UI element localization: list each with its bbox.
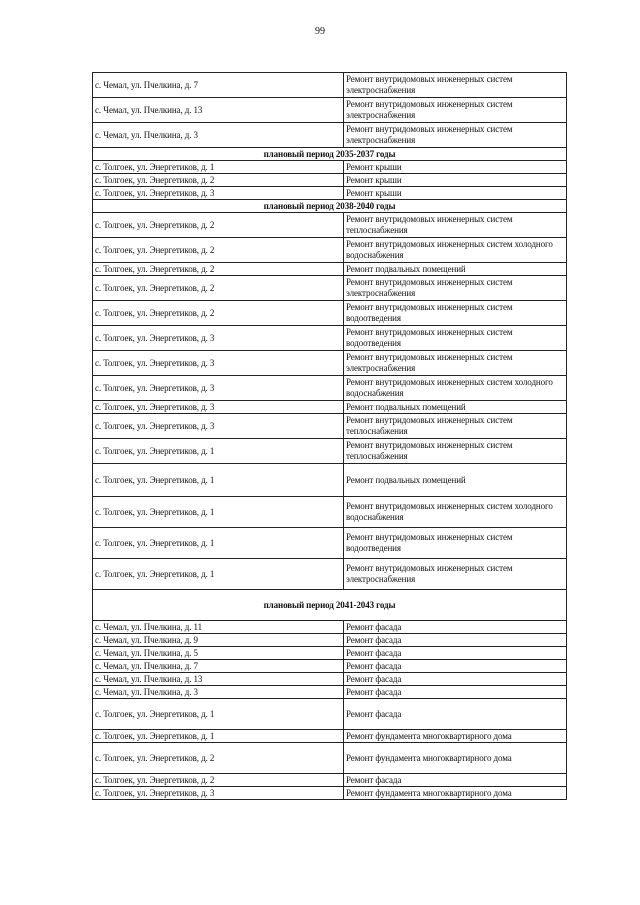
address-cell: с. Толгоек, ул. Энергетиков, д. 2 (93, 743, 344, 774)
address-cell: с. Чемал, ул. Пчелкина, д. 13 (93, 98, 344, 123)
table-row (93, 263, 567, 276)
work-type-cell: Ремонт внутридомовых инженерных систем водоотведения (344, 528, 567, 559)
table-row (93, 634, 567, 647)
work-type-cell: Ремонт внутридомовых инженерных систем электроснабжения (344, 73, 567, 98)
table-row (93, 497, 567, 528)
table-row (93, 660, 567, 673)
work-type-cell: Ремонт крыши (344, 174, 567, 187)
address-cell: с. Чемал, ул. Пчелкина, д. 13 (93, 673, 344, 686)
work-type-cell: Ремонт подвальных помещений (344, 263, 567, 276)
table-row (93, 326, 567, 351)
work-type-cell: Ремонт внутридомовых инженерных систем холодного водоснабжения (344, 238, 567, 263)
address-cell: с. Чемал, ул. Пчелкина, д. 3 (93, 123, 344, 148)
table-row (93, 647, 567, 660)
address-cell: с. Толгоек, ул. Энергетиков, д. 2 (93, 213, 344, 238)
address-cell: с. Толгоек, ул. Энергетиков, д. 1 (93, 528, 344, 559)
table-row (93, 401, 567, 414)
address-cell: с. Чемал, ул. Пчелкина, д. 11 (93, 621, 344, 634)
address-cell: с. Толгоек, ул. Энергетиков, д. 3 (93, 401, 344, 414)
table-row (93, 730, 567, 743)
work-type-cell: Ремонт внутридомовых инженерных систем электроснабжения (344, 276, 567, 301)
period-heading-row (93, 148, 567, 161)
work-type-cell: Ремонт фасада (344, 673, 567, 686)
work-type-cell: Ремонт внутридомовых инженерных систем электроснабжения (344, 351, 567, 376)
work-type-cell: Ремонт фундамента многоквартирного дома (344, 730, 567, 743)
period-heading: плановый период 2035-2037 годы (93, 148, 567, 161)
address-cell: с. Толгоек, ул. Энергетиков, д. 2 (93, 238, 344, 263)
work-type-cell: Ремонт фундамента многоквартирного дома (344, 743, 567, 774)
work-type-cell: Ремонт фасада (344, 621, 567, 634)
address-cell: с. Толгоек, ул. Энергетиков, д. 1 (93, 439, 344, 464)
table-row (93, 98, 567, 123)
work-type-cell: Ремонт внутридомовых инженерных систем теплоснабжения (344, 213, 567, 238)
table-row (93, 774, 567, 787)
table-row (93, 161, 567, 174)
table-row (93, 528, 567, 559)
address-cell: с. Толгоек, ул. Энергетиков, д. 1 (93, 730, 344, 743)
table-row (93, 174, 567, 187)
work-type-cell: Ремонт фундамента многоквартирного дома (344, 787, 567, 800)
table-row (93, 559, 567, 590)
work-type-cell: Ремонт внутридомовых инженерных систем теплоснабжения (344, 439, 567, 464)
period-heading-row (93, 590, 567, 621)
table-row (93, 187, 567, 200)
work-type-cell: Ремонт крыши (344, 161, 567, 174)
address-cell: с. Чемал, ул. Пчелкина, д. 9 (93, 634, 344, 647)
table-row (93, 464, 567, 497)
address-cell: с. Толгоек, ул. Энергетиков, д. 3 (93, 187, 344, 200)
address-cell: с. Толгоек, ул. Энергетиков, д. 1 (93, 699, 344, 730)
address-cell: с. Толгоек, ул. Энергетиков, д. 1 (93, 161, 344, 174)
table-row (93, 673, 567, 686)
table-row (93, 439, 567, 464)
address-cell: с. Чемал, ул. Пчелкина, д. 7 (93, 660, 344, 673)
work-type-cell: Ремонт внутридомовых инженерных систем электроснабжения (344, 98, 567, 123)
period-heading: плановый период 2038-2040 годы (93, 200, 567, 213)
address-cell: с. Толгоек, ул. Энергетиков, д. 2 (93, 174, 344, 187)
work-type-cell: Ремонт фасада (344, 699, 567, 730)
table-row (93, 414, 567, 439)
work-type-cell: Ремонт внутридомовых инженерных систем холодного водоснабжения (344, 376, 567, 401)
address-cell: с. Толгоек, ул. Энергетиков, д. 3 (93, 787, 344, 800)
address-cell: с. Чемал, ул. Пчелкина, д. 3 (93, 686, 344, 699)
table-row (93, 123, 567, 148)
table-row (93, 699, 567, 730)
address-cell: с. Толгоек, ул. Энергетиков, д. 3 (93, 376, 344, 401)
work-type-cell: Ремонт фасада (344, 634, 567, 647)
work-type-cell: Ремонт внутридомовых инженерных систем водоотведения (344, 326, 567, 351)
repair-schedule-rows (93, 73, 567, 800)
address-cell: с. Толгоек, ул. Энергетиков, д. 2 (93, 774, 344, 787)
address-cell: с. Толгоек, ул. Энергетиков, д. 3 (93, 351, 344, 376)
table-row (93, 213, 567, 238)
page-number: 99 (315, 26, 325, 37)
address-cell: с. Толгоек, ул. Энергетиков, д. 3 (93, 326, 344, 351)
work-type-cell: Ремонт фасада (344, 774, 567, 787)
address-cell: с. Толгоек, ул. Энергетиков, д. 1 (93, 464, 344, 497)
table-row (93, 276, 567, 301)
address-cell: с. Толгоек, ул. Энергетиков, д. 3 (93, 414, 344, 439)
table-row (93, 621, 567, 634)
repair-schedule-table (92, 72, 567, 800)
table-row (93, 376, 567, 401)
table-row (93, 73, 567, 98)
table-row (93, 351, 567, 376)
period-heading: плановый период 2041-2043 годы (93, 590, 567, 621)
work-type-cell: Ремонт внутридомовых инженерных систем холодного водоснабжения (344, 497, 567, 528)
address-cell: с. Чемал, ул. Пчелкина, д. 5 (93, 647, 344, 660)
work-type-cell: Ремонт фасада (344, 686, 567, 699)
table-row (93, 743, 567, 774)
work-type-cell: Ремонт фасада (344, 647, 567, 660)
address-cell: с. Толгоек, ул. Энергетиков, д. 1 (93, 497, 344, 528)
address-cell: с. Толгоек, ул. Энергетиков, д. 2 (93, 301, 344, 326)
work-type-cell: Ремонт подвальных помещений (344, 401, 567, 414)
address-cell: с. Толгоек, ул. Энергетиков, д. 2 (93, 263, 344, 276)
table-row (93, 686, 567, 699)
address-cell: с. Толгоек, ул. Энергетиков, д. 1 (93, 559, 344, 590)
work-type-cell: Ремонт внутридомовых инженерных систем электроснабжения (344, 123, 567, 148)
table-row (93, 301, 567, 326)
work-type-cell: Ремонт фасада (344, 660, 567, 673)
work-type-cell: Ремонт внутридомовых инженерных систем теплоснабжения (344, 414, 567, 439)
table-row (93, 787, 567, 800)
period-heading-row (93, 200, 567, 213)
work-type-cell: Ремонт крыши (344, 187, 567, 200)
work-type-cell: Ремонт внутридомовых инженерных систем водоотведения (344, 301, 567, 326)
address-cell: с. Чемал, ул. Пчелкина, д. 7 (93, 73, 344, 98)
address-cell: с. Толгоек, ул. Энергетиков, д. 2 (93, 276, 344, 301)
work-type-cell: Ремонт подвальных помещений (344, 464, 567, 497)
table-row (93, 238, 567, 263)
work-type-cell: Ремонт внутридомовых инженерных систем электроснабжения (344, 559, 567, 590)
